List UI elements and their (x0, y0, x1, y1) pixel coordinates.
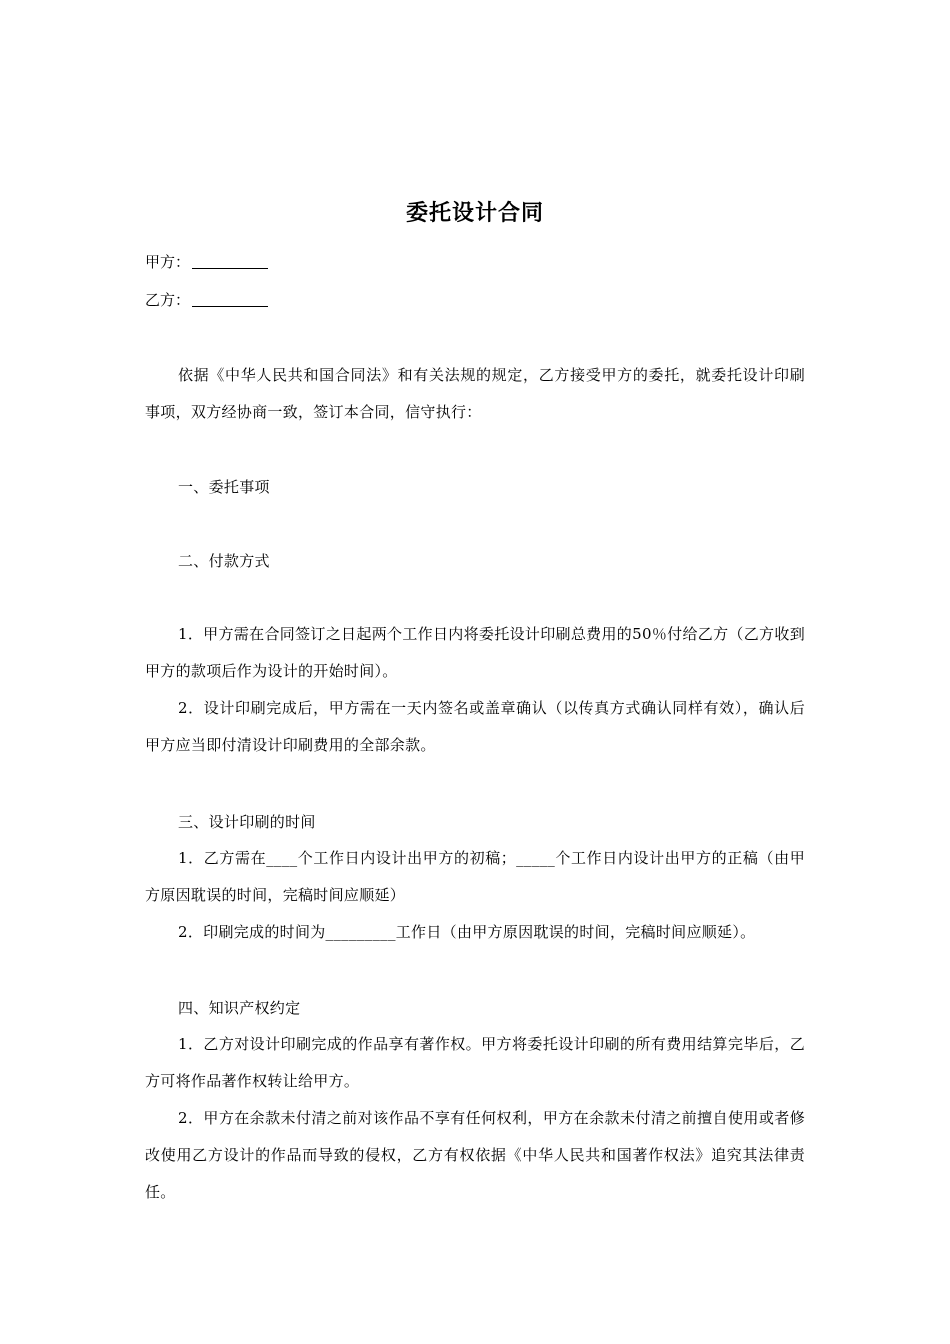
section-1-heading: 一、委托事项 (178, 478, 270, 496)
section-2-item-2: 2．设计印刷完成后，甲方需在一天内签名或盖章确认（以传真方式确认同样有效），确认后甲方应当即付清设计印刷费用的全部余款。 (145, 699, 805, 754)
party-b-blank (192, 292, 268, 307)
party-a-line (145, 252, 268, 272)
party-a-blank (192, 254, 268, 269)
section-3-item-1: 1．乙方需在____个工作日内设计出甲方的初稿；_____个工作日内设计出甲方的正稿（由甲方原因耽误的时间，完稿时间应顺延） (145, 849, 805, 904)
intro-paragraph: 依据《中华人民共和国合同法》和有关法规的规定，乙方接受甲方的委托，就委托设计印刷事项，双方经协商一致，签订本合同，信守执行： (145, 366, 805, 421)
section-4-heading: 四、知识产权约定 (178, 999, 301, 1017)
section-2-heading: 二、付款方式 (178, 552, 270, 570)
section-3-heading: 三、设计印刷的时间 (178, 813, 316, 831)
party-b-label: 乙方： (145, 291, 191, 309)
party-a-label: 甲方： (145, 253, 191, 271)
section-4-item-2: 2．甲方在余款未付清之前对该作品不享有任何权利，甲方在余款未付清之前擅自使用或者修改使用乙方设计的作品而导致的侵权，乙方有权依据《中华人民共和国著作权法》追究其法律责任。 (145, 1109, 805, 1201)
section-2-item-1: 1．甲方需在合同签订之日起两个工作日内将委托设计印刷总费用的50％付给乙方（乙方收到甲方的款项后作为设计的开始时间）。 (145, 625, 805, 680)
document-title: 委托设计合同 (405, 200, 544, 226)
party-b-line (145, 290, 268, 310)
section-3-item-2: 2．印刷完成的时间为_________工作日（由甲方原因耽误的时间，完稿时间应顺延）。 (178, 923, 756, 941)
section-4-item-1: 1．乙方对设计印刷完成的作品享有著作权。甲方将委托设计印刷的所有费用结算完毕后，乙方可将作品著作权转让给甲方。 (145, 1035, 805, 1090)
